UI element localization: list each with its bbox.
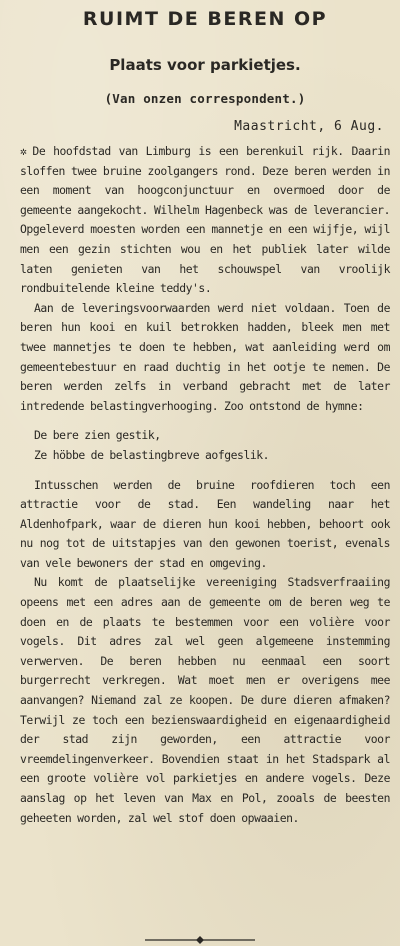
end-ornament-divider <box>145 936 255 944</box>
paragraph-4: Nu komt de plaatselijke vereeniging Stadsverfraaiing opeens met een adres aan de gemeente om de beren weg te doen en de plaats te bestemmen voor een volière voor vogels. Dit adres zal wel geen algemeene instemming verwerven. De beren hebben nu eenmaal een soort burgerrecht verkregen. Wat moet men er overigens mee aanvangen? Niemand zal ze koopen. De dure dieren afmaken? Terwijl ze toch een bezienswaardigheid en eigenaardigheid der stad zijn geworden, een attractie voor vreemdelingenverkeer. Bovendien staat in het Stadspark al een groote volière vol parkietjes en andere vogels. Deze aanslag op het leven van Max en Pol, zooals de beesten geheeten worden, zal wel stof doen opwaaien. <box>20 575 390 825</box>
paragraph-3: Intusschen werden de bruine roofdieren toch een attractie voor de stad. Een wandeling naar het Aldenhofpark, waar de dieren hun kooi hebben, behoort ook nu nog tot de uitstapjes van den gewonen toerist, evenals van vele bewoners der stad en omgeving. <box>20 477 390 570</box>
poem-line-1: De bere zien gestik, <box>34 428 161 443</box>
paragraph-1-text: De hoofdstad van Limburg is een berenkuil rijk. Daarin sloffen twee bruine zoolgangers rond. Deze beren werden in een moment van hoogconjunctuur en overmoed door de gemeente aangekocht. Wilhelm Hagenbeck was de leverancier. Opgeleverd moesten worden een mannetje en een wijfje, wijl men een gezin stichten wou en het publiek later wilde laten genieten van het schouwspel van vroolijk rondbuitelende kleine teddy's. <box>20 144 390 296</box>
poem-line-2: Ze höbbe de belastingbreve aofgeslik. <box>34 447 270 462</box>
asterism-icon: ✲ <box>20 144 27 158</box>
article <box>20 6 390 828</box>
paragraph-1 <box>20 142 390 299</box>
article-body <box>20 142 390 828</box>
paragraph-2: Aan de leveringsvoorwaarden werd niet voldaan. Toen de beren hun kooi en kuil betrokken hadden, bleek men met twee mannetjes te doen te hebben, wat aanleiding werd om gemeentebestuur en raad duchtig in het ootje te nemen. De beren werden zelfs in verband gebracht met de later intredende belastingverhooging. Zoo ontstond de hymne: <box>20 300 390 413</box>
byline: (Van onzen correspondent.) <box>104 91 306 106</box>
poem <box>34 426 390 465</box>
dateline: Maastricht, 6 Aug. <box>234 119 384 134</box>
subheadline: Plaats voor parkietjes. <box>109 56 301 74</box>
headline: RUIMT DE BEREN OP <box>82 8 328 30</box>
